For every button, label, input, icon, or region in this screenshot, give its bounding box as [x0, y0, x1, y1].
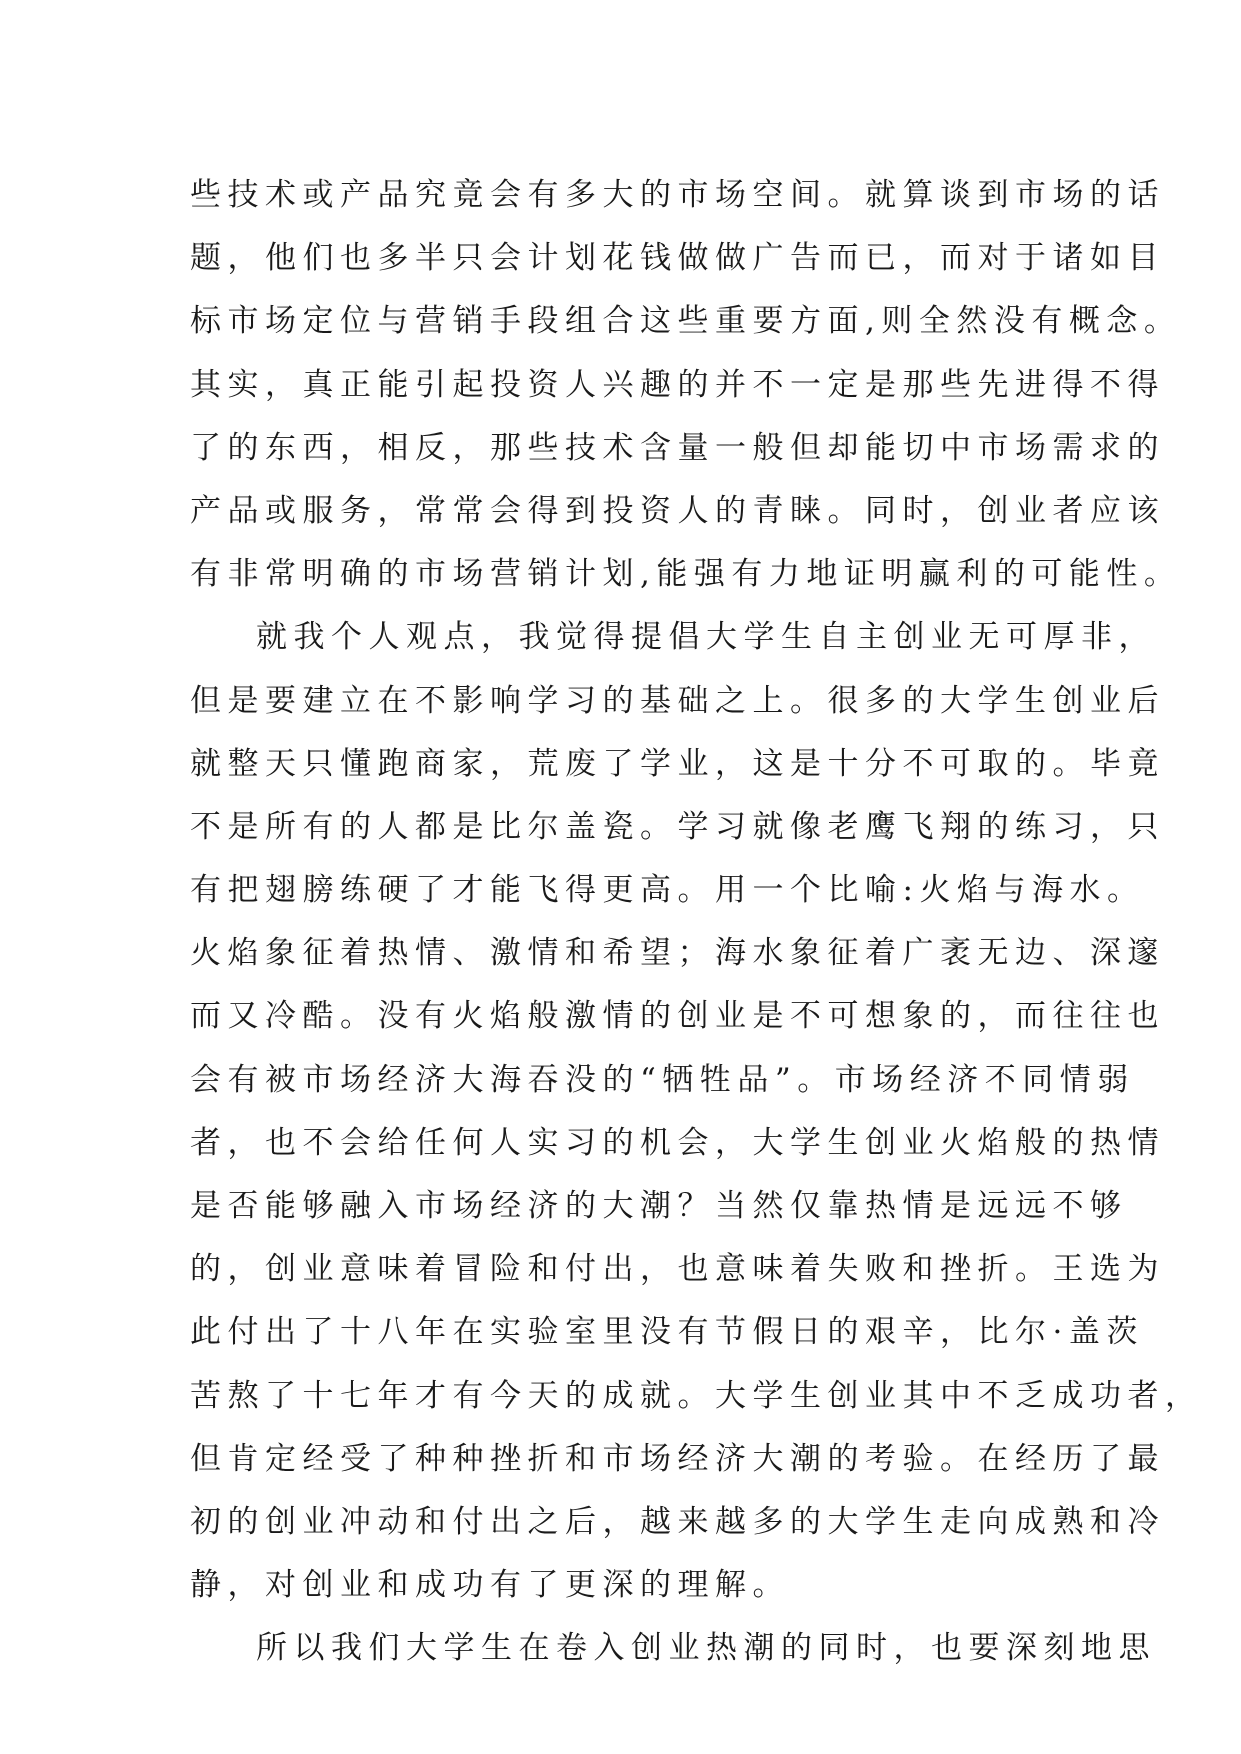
text-line: 不是所有的人都是比尔盖瓷。学习就像老鹰飞翔的练习，只: [190, 808, 1165, 845]
text-line: 有非常明确的市场营销计划,能强有力地证明赢利的可能性。: [190, 556, 1182, 593]
text-line: 者，也不会给任何人实习的机会，大学生创业火焰般的热情: [190, 1124, 1165, 1161]
text-line: 但肯定经受了种种挫折和市场经济大潮的考验。在经历了最: [190, 1440, 1165, 1477]
text-line: 标市场定位与营销手段组合这些重要方面,则全然没有概念。: [190, 303, 1182, 340]
text-line: 了的东西，相反，那些技术含量一般但却能切中市场需求的: [190, 429, 1165, 466]
text-line: 是否能够融入市场经济的大潮？当然仅靠热情是远远不够: [190, 1188, 1128, 1224]
text-line: 但是要建立在不影响学习的基础之上。很多的大学生创业后: [190, 682, 1165, 719]
text-line: 此付出了十八年在实验室里没有节假日的艰辛，比尔·盖茨: [190, 1314, 1144, 1351]
text-line: 苦熬了十七年才有今天的成就。大学生创业其中不乏成功者，: [190, 1377, 1203, 1414]
text-line: 火焰象征着热情、激情和希望；海水象征着广袤无边、深邃: [190, 935, 1165, 972]
text-line: 有把翅膀练硬了才能飞得更高。用一个比喻:火焰与海水。: [190, 872, 1145, 909]
text-line: 初的创业冲动和付出之后，越来越多的大学生走向成熟和冷: [190, 1503, 1165, 1540]
text-line: 其实，真正能引起投资人兴趣的并不一定是那些先进得不得: [190, 366, 1165, 403]
text-line: 产品或服务，常常会得到投资人的青睐。同时，创业者应该: [190, 492, 1165, 529]
paragraph-first-line: 所以我们大学生在卷入创业热潮的同时，也要深刻地思: [256, 1630, 1156, 1667]
text-line: 会有被市场经济大海吞没的“牺牲品”。市场经济不同情弱: [190, 1061, 1135, 1098]
body-text: [190, 164, 1203, 1681]
text-line: 的，创业意味着冒险和付出，也意味着失败和挫折。王选为: [190, 1251, 1165, 1288]
text-line: 静，对创业和成功有了更深的理解。: [190, 1567, 790, 1604]
text-line: 就整天只懂跑商家，荒废了学业，这是十分不可取的。毕竟: [190, 745, 1165, 782]
paragraph-first-line: 就我个人观点，我觉得提倡大学生自主创业无可厚非，: [256, 619, 1156, 656]
text-line: 题，他们也多半只会计划花钱做做广告而已，而对于诸如目: [190, 240, 1165, 277]
text-line: 而又冷酷。没有火焰般激情的创业是不可想象的，而往往也: [190, 998, 1165, 1035]
text-line: 些技术或产品究竟会有多大的市场空间。就算谈到市场的话: [190, 177, 1165, 213]
